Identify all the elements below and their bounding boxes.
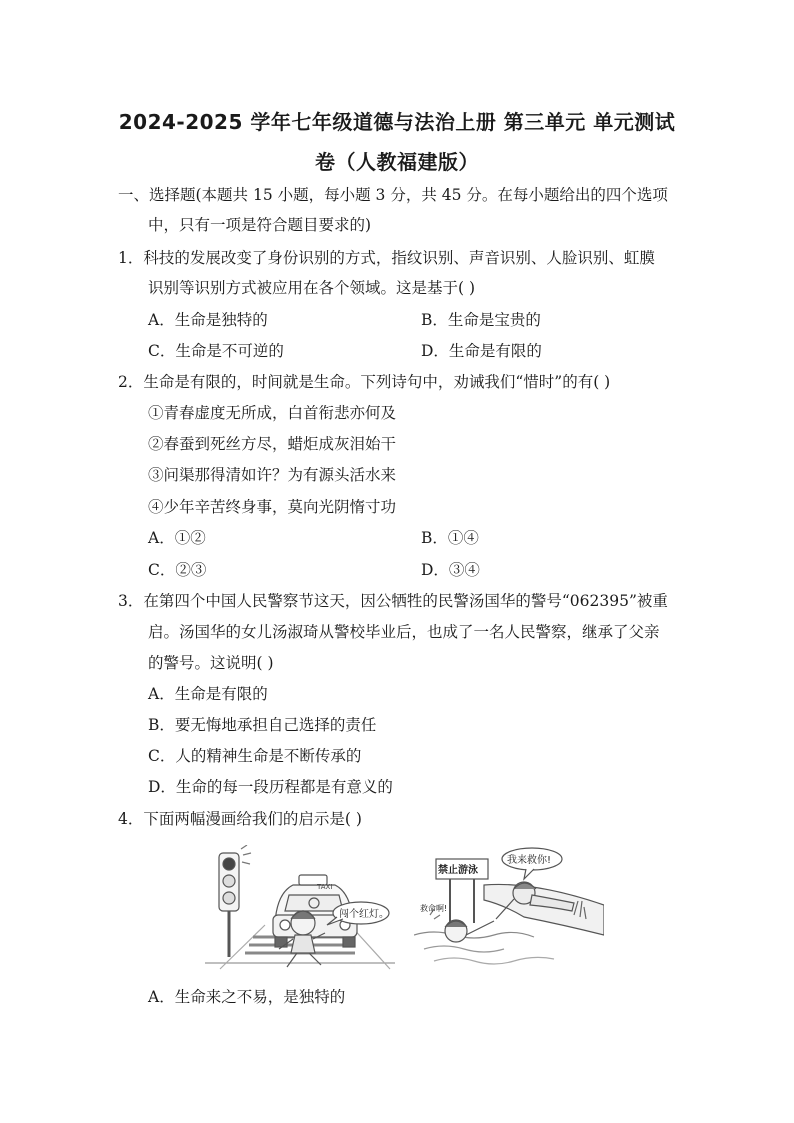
q1-stem-cont: 识别等识别方式被应用在各个领域。这是基于( ) — [148, 279, 476, 297]
q2-option-a: A．①② — [148, 529, 206, 547]
q3-option-a: A．生命是有限的 — [148, 685, 268, 703]
q2-stem: 2．生命是有限的，时间就是生命。下列诗句中，劝诫我们“惜时”的有( ) — [118, 373, 611, 391]
section-heading-cont: 中，只有一项是符合题目要求的) — [148, 216, 372, 234]
no-swimming-sign-text: 禁止游泳 — [438, 865, 478, 876]
red-light-bubble-text: 闯个红灯。 — [339, 909, 389, 920]
section-heading: 一、选择题(本题共 15 小题，每小题 3 分，共 45 分。在每小题给出的四个选项 — [118, 186, 668, 204]
q1-option-b: B．生命是宝贵的 — [421, 311, 541, 329]
help-cry-text: 救命啊! — [420, 904, 448, 913]
q2-item-4: ④少年辛苦终身事，莫向光阴惰寸功 — [148, 498, 397, 516]
q1-option-d: D．生命是有限的 — [421, 342, 542, 360]
q2-option-d: D．③④ — [421, 561, 480, 579]
exam-title-line2: 卷（人教福建版） — [315, 150, 479, 174]
cartoon-swimming-rescue — [414, 845, 604, 970]
exam-title-line1: 2024-2025 学年七年级道德与法治上册 第三单元 单元测试 — [118, 110, 676, 134]
q4-option-a: A．生命来之不易，是独特的 — [148, 988, 346, 1006]
q3-stem-cont2: 的警号。这说明( ) — [148, 654, 274, 672]
rescue-bubble-text: 我来救你! — [507, 855, 552, 866]
cartoon-red-light — [205, 845, 395, 970]
q1-stem: 1．科技的发展改变了身份识别的方式，指纹识别、声音识别、人脸识别、虹膜 — [118, 249, 655, 267]
q4-stem: 4．下面两幅漫画给我们的启示是( ) — [118, 810, 362, 828]
q3-stem: 3．在第四个中国人民警察节这天，因公牺牲的民警汤国华的警号“062395”被重 — [118, 592, 668, 610]
q3-option-b: B．要无悔地承担自己选择的责任 — [148, 716, 377, 734]
q3-option-d: D．生命的每一段历程都是有意义的 — [148, 778, 393, 796]
q3-option-c: C．人的精神生命是不断传承的 — [148, 747, 362, 765]
q2-item-1: ①青春虚度无所成，白首衔悲亦何及 — [148, 404, 397, 422]
q2-option-b: B．①④ — [421, 529, 479, 547]
q3-stem-cont1: 启。汤国华的女儿汤淑琦从警校毕业后，也成了一名人民警察，继承了父亲 — [148, 623, 660, 641]
q2-option-c: C．②③ — [148, 561, 207, 579]
q2-item-3: ③问渠那得清如许？为有源头活水来 — [148, 466, 397, 484]
q1-option-c: C．生命是不可逆的 — [148, 342, 284, 360]
taxi-sign-label: TAXI — [317, 883, 333, 891]
q1-option-a: A．生命是独特的 — [148, 311, 268, 329]
q2-item-2: ②春蚕到死丝方尽，蜡炬成灰泪始干 — [148, 435, 397, 453]
